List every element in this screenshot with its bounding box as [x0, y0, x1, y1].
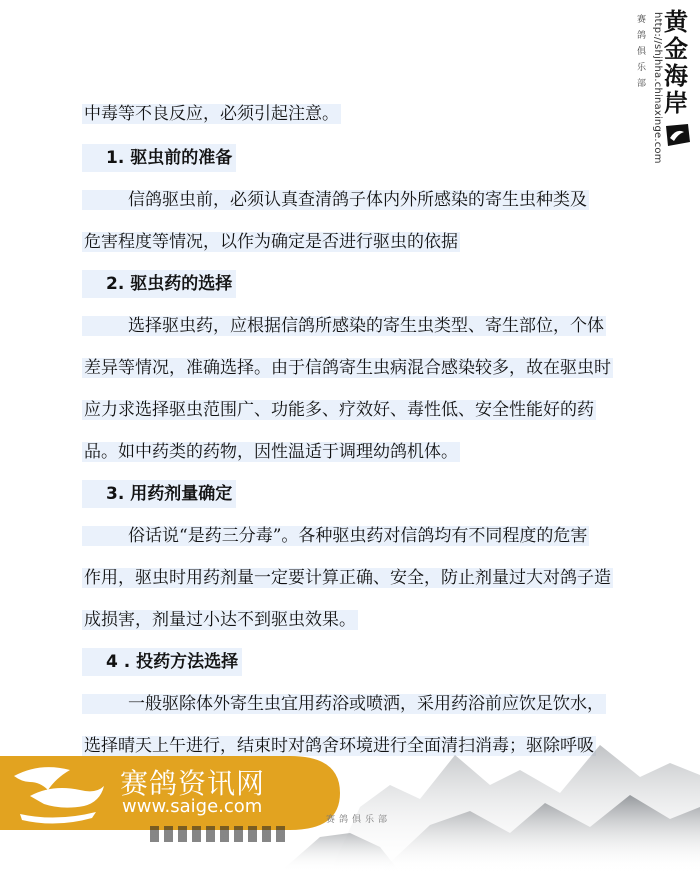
- cut-off-text-line: [150, 826, 290, 842]
- text-line: 信鸽驱虫前，必须认真查清鸽子体内外所感染的寄生虫种类及: [82, 186, 589, 214]
- brand-title: 黄金海岸: [664, 7, 688, 117]
- text-line: 品。如中药类的药物，因性温适于调理幼鸽机体。: [84, 442, 458, 462]
- text-line: 危害程度等情况，以作为确定是否进行驱虫的依据: [84, 232, 458, 252]
- text-line: 作用，驱虫时用药剂量一定要计算正确、安全，防止剂量过大对鸽子造: [84, 568, 611, 588]
- text-line: 成损害，剂量过小达不到驱虫效果。: [84, 610, 356, 630]
- section-heading: 1. 驱虫前的准备: [82, 144, 236, 172]
- section-heading: 4 . 投药方法选择: [82, 648, 242, 676]
- text-line: 一般驱除体外寄生虫宜用药浴或喷洒，采用药浴前应饮足饮水，: [82, 690, 606, 718]
- watermark-url: www.saige.com: [122, 796, 263, 817]
- brand-url: http://shjhha.chinaxinge.com: [652, 12, 663, 164]
- section-heading: 3. 用药剂量确定: [82, 480, 236, 508]
- text-line: 中毒等不良反应，必须引起注意。: [84, 104, 339, 124]
- text-line: 选择晴天上午进行，结束时对鸽舍环境进行全面清扫消毒；驱除呼吸: [84, 736, 594, 756]
- watermark-site-name: 赛鸽资讯网: [120, 767, 266, 800]
- text-line: 选择驱虫药，应根据信鸽所感染的寄生虫类型、寄生部位，个体: [82, 312, 606, 340]
- text-line: 俗话说“是药三分毒”。各种驱虫药对信鸽均有不同程度的危害: [82, 522, 589, 550]
- footer-club-label: 赛鸽俱乐部: [326, 815, 392, 825]
- brand-club: 赛鸽俱乐部: [635, 14, 645, 94]
- text-line: 差异等情况，准确选择。由于信鸽寄生虫病混合感染较多，故在驱虫时: [84, 358, 611, 378]
- ink-logo-icon: [664, 122, 692, 148]
- section-heading: 2. 驱虫药的选择: [82, 270, 236, 298]
- text-line: 应力求选择驱虫范围广、功能多、疗效好、毒性低、安全性能好的药: [84, 400, 594, 420]
